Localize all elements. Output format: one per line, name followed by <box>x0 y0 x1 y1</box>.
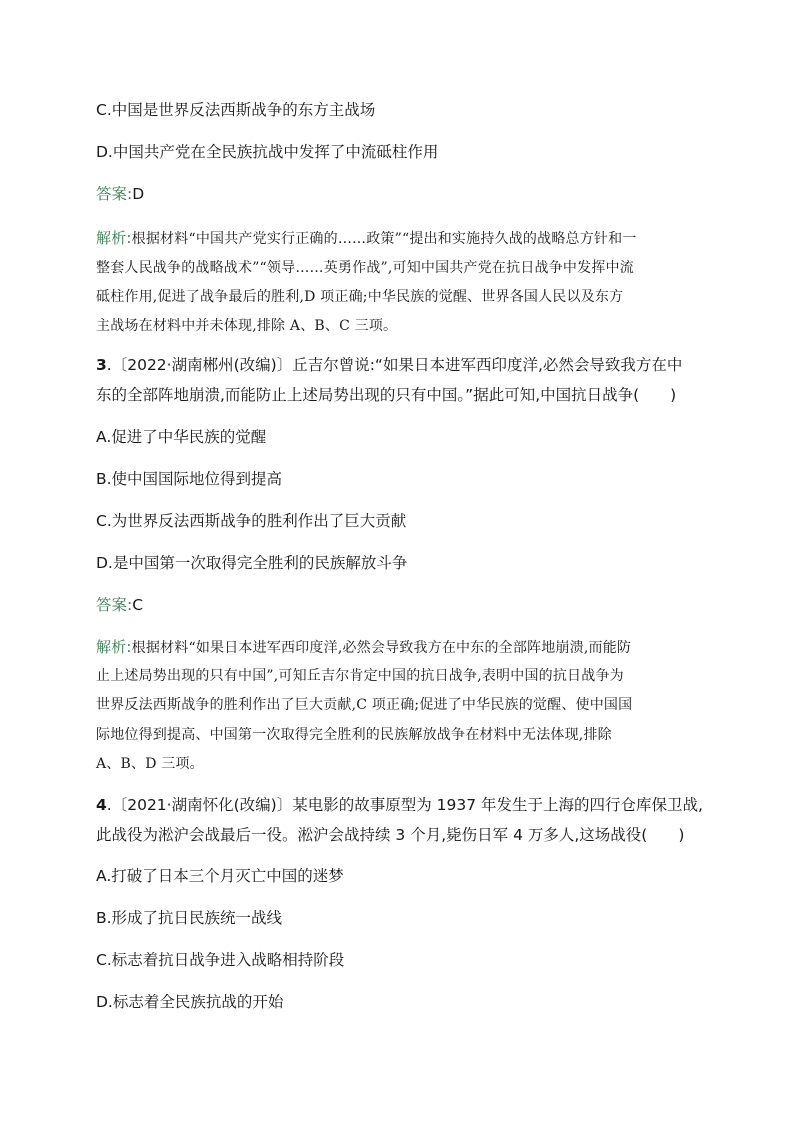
q4-number: 4 <box>96 796 107 814</box>
q3-stem-line-2: 东的全部阵地崩溃,而能防止上述局势出现的只有中国。”据此可知,中国抗日战争( ) <box>96 386 677 404</box>
answer-label: 答案: <box>96 596 133 614</box>
q3-explanation-line-4: 际地位得到提高、中国第一次取得完全胜利的民族解放战争在材料中无法体现,排除 <box>96 727 612 743</box>
answer-label: 答案: <box>96 185 133 203</box>
q3-explanation-line-1 <box>96 637 631 658</box>
q3-number: 3 <box>96 356 107 374</box>
answer-value: D <box>132 185 145 203</box>
q3-option-a: A.促进了中华民族的觉醒 <box>96 428 267 446</box>
prev-explanation-line-1 <box>96 228 637 249</box>
q3-stem-text: .〔2022·湖南郴州(改编)〕丘吉尔曾说:“如果日本进军西印度洋,必然会导致我方在中 <box>106 356 683 374</box>
q4-stem-text: .〔2021·湖南怀化(改编)〕某电影的故事原型为 1937 年发生于上海的四行仓库保卫战, <box>106 796 703 814</box>
q3-option-c: C.为世界反法西斯战争的胜利作出了巨大贡献 <box>96 512 407 530</box>
q3-explanation-line-3: 世界反法西斯战争的胜利作出了巨大贡献,C 项正确;促进了中华民族的觉醒、使中国国 <box>96 697 633 713</box>
q3-option-b: B.使中国国际地位得到提高 <box>96 470 283 488</box>
explanation-label: 解析: <box>96 638 132 656</box>
q4-option-d: D.标志着全民族抗战的开始 <box>96 993 284 1011</box>
q4-stem-line-1 <box>96 795 703 815</box>
q3-option-d: D.是中国第一次取得完全胜利的民族解放斗争 <box>96 554 408 572</box>
prev-option-c: C.中国是世界反法西斯战争的东方主战场 <box>96 101 376 119</box>
explanation-label: 解析: <box>96 229 132 247</box>
q3-stem-line-1 <box>96 355 682 375</box>
q3-explanation-line-5: A、B、D 三项。 <box>96 756 204 772</box>
q3-explanation-line-2: 止上述局势出现的只有中国”,可知丘吉尔肯定中国的抗日战争,表明中国的抗日战争为 <box>96 668 624 684</box>
q3-answer <box>96 595 143 615</box>
prev-explanation-line-4: 主战场在材料中并未体现,排除 A、B、C 三项。 <box>96 318 398 334</box>
explanation-text: 根据材料“中国共产党实行正确的……政策”“提出和实施持久战的战略总方针和一 <box>131 231 637 247</box>
prev-explanation-line-3: 砥柱作用,促进了战争最后的胜利,D 项正确;中华民族的觉醒、世界各国人民以及东方 <box>96 289 624 305</box>
explanation-text: 根据材料“如果日本进军西印度洋,必然会导致我方在中东的全部阵地崩溃,而能防 <box>131 640 632 656</box>
q4-option-a: A.打破了日本三个月灭亡中国的迷梦 <box>96 867 344 885</box>
prev-answer <box>96 184 144 204</box>
q4-option-c: C.标志着抗日战争进入战略相持阶段 <box>96 951 345 969</box>
answer-value: C <box>132 596 144 614</box>
prev-explanation-line-2: 整套人民战争的战略战术”“领导……英勇作战”,可知中国共产党在抗日战争中发挥中流 <box>96 260 634 276</box>
q4-option-b: B.形成了抗日民族统一战线 <box>96 909 283 927</box>
q4-stem-line-2: 此战役为淞沪会战最后一役。淞沪会战持续 3 个月,毙伤日军 4 万多人,这场战役( ) <box>96 826 685 844</box>
prev-option-d: D.中国共产党在全民族抗战中发挥了中流砥柱作用 <box>96 143 439 161</box>
